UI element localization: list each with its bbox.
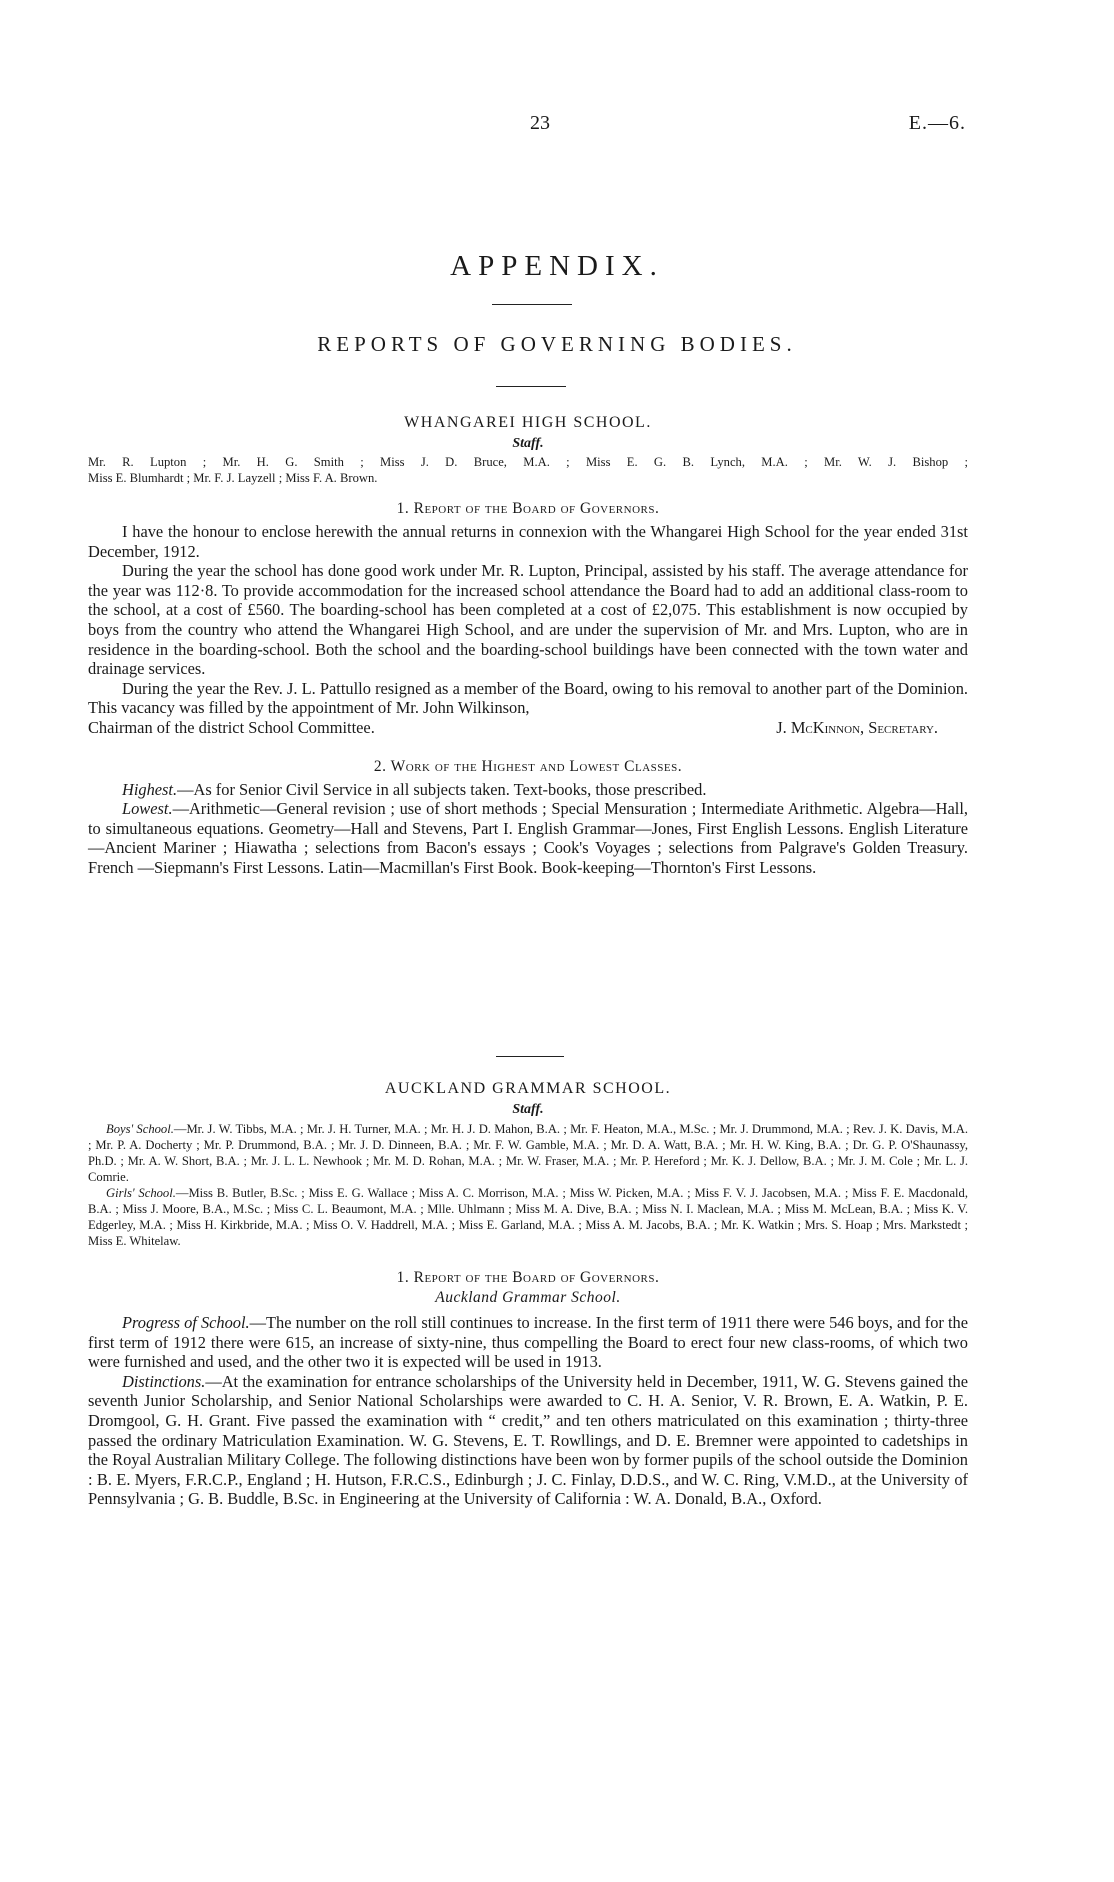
paragraph: I have the honour to enclose herewith the annual returns in connexion with the Whangarei High School for the year ended 31st December, 1912.: [88, 522, 968, 561]
report-subtitle: Auckland Grammar School.: [435, 1289, 621, 1306]
label: Girls' School.: [106, 1186, 176, 1200]
report-heading: 1. Report of the Board of Governors.: [396, 500, 660, 517]
text: —As for Senior Civil Service in all subjects taken. Text-books, those prescribed.: [177, 779, 707, 799]
staff-label: Staff.: [512, 436, 544, 451]
text: —Miss B. Butler, B.Sc. ; Miss E. G. Wallace ; Miss A. C. Morrison, M.A. ; Miss W. Picken, M.A. ; Miss F. V. J. Jacobsen, M.A. ; Miss F. E. Macdonald, B.A. ; Miss J. Moore, B.A., M.Sc. ; Miss C. L. Beaumont, M.A. ; Mlle. Uhlmann ; Miss M. A. Dive, B.A. ; Miss N. I. Maclean, M.A. ; Miss M. McLean, B.A. ; Miss K. V. Edgerley, M.A. ; Miss H. Kirkbride, M.A. ; Miss O. V. Haddrell, M.A. ; Miss E. Garland, M.A. ; Miss A. M. Jacobs, B.A. ; Mr. K. Watkin ; Mrs. S. Hoap ; Mrs. Markstedt ; Miss E. Whitelaw.: [88, 1186, 968, 1248]
paragraph: During the year the Rev. J. L. Pattullo resigned as a member of the Board, owing to his removal to another part of the Dominion. This vacancy was filled by the appointment of Mr. John Wilkinson,: [88, 678, 968, 718]
page-number: 23: [530, 112, 550, 134]
text: —The number on the roll still continues to increase. In the first term of 1911 there were 546 boys, and for the first term of 1912 there were 615, an increase of sixty-nine, thus compelling the Board to erect four new class-rooms, of which two were furnished and used, and the other two it is expected will be used in 1913.: [88, 1313, 968, 1372]
report-body: [88, 1313, 968, 1509]
reports-title: REPORTS OF GOVERNING BODIES.: [317, 332, 797, 356]
school-title: AUCKLAND GRAMMAR SCHOOL.: [384, 1080, 672, 1097]
report-heading: 1. Report of the Board of Governors.: [396, 1269, 660, 1286]
paragraph: [88, 1313, 968, 1372]
signature: J. McKinnon, Secretary.: [776, 717, 938, 737]
staff-paragraph: [88, 1185, 968, 1249]
divider: [492, 304, 572, 305]
staff-line: Miss E. Blumhardt ; Mr. F. J. Layzell ; Miss F. A. Brown.: [88, 471, 378, 485]
appendix-title: APPENDIX.: [450, 250, 664, 282]
report-body: [88, 522, 968, 738]
staff-list: [88, 454, 968, 486]
text: —Arithmetic—General revision ; use of short methods ; Special Mensuration ; Intermediate Arithmetic. Algebra—Hall, to simultaneous equations. Geometry—Hall and Stevens, Part I. English Grammar—Jones, First English Lessons. English Literature—Ancient Mariner ; Hiawatha ; selections from Bacon's essays ; Cook's Voyages ; selections from Palgrave's Golden Treasury. French —Siepmann's First Lessons. Latin—Macmillan's First Book. Book-keeping—Thornton's First Lessons.: [88, 799, 968, 877]
text: —Mr. J. W. Tibbs, M.A. ; Mr. J. H. Turner, M.A. ; Mr. H. J. D. Mahon, B.A. ; Mr. F. Heaton, M.A., M.Sc. ; Mr. J. Drummond, M.A. ; Rev. J. K. Davis, M.A. ; Mr. P. A. Docherty ; Mr. P. Drummond, B.A. ; Mr. J. D. Dinneen, B.A. ; Mr. F. W. Gamble, M.A. ; Mr. D. A. Watt, B.A. ; Mr. H. W. King, B.A. ; Dr. G. P. O'Shaunassy, Ph.D. ; Mr. A. W. Short, B.A. ; Mr. J. L. L. Newhook ; Mr. M. D. Rohan, M.A. ; Mr. W. Fraser, M.A. ; Mr. P. Hereford ; Mr. K. J. Dellow, B.A. ; Mr. J. M. Cole ; Mr. L. J. Comrie.: [88, 1122, 968, 1184]
work-body: [88, 780, 968, 878]
staff-list: [88, 1121, 968, 1249]
signature-line: [88, 718, 968, 738]
paragraph-end: Chairman of the district School Committee.: [88, 717, 375, 737]
label: Distinctions.: [122, 1371, 206, 1391]
text: —At the examination for entrance scholarships of the University held in December, 1911, W. G. Stevens gained the seventh Junior Scholarship, and Senior National Scholarships were awarded to C. H. A. Senior, V. R. Brown, E. A. Watkin, P. E. Dromgool, G. H. Grant. Five passed the examination with “ credit,” and ten others matriculated on this examination ; thirty-three passed the ordinary Matriculation Examination. W. G. Stevens, E. T. Rowllings, and D. E. Bremner were appointed to cadetships in the Royal Australian Military College. The following distinctions have been won by former pupils of the school outside the Dominion : B. E. Myers, F.R.C.P., England ; H. Hutson, F.R.C.S., Edinburgh ; J. C. Finlay, D.D.S., and W. C. Ring, V.M.D., at the University of Pennsylvania ; G. B. Buddle, B.Sc. in Engineering at the University of California : W. A. Donald, B.A., Oxford.: [88, 1371, 968, 1509]
paragraph: [88, 1372, 968, 1509]
work-heading: 2. Work of the Highest and Lowest Classes.: [373, 757, 683, 775]
school-title: WHANGAREI HIGH SCHOOL.: [404, 414, 652, 431]
divider: [496, 1056, 564, 1057]
paragraph: [88, 799, 968, 877]
label: Lowest.: [122, 799, 173, 819]
label: Highest.: [122, 779, 178, 799]
label: Boys' School.: [106, 1122, 174, 1136]
auckland-section: [88, 1080, 968, 1509]
paragraph: During the year the school has done good work under Mr. R. Lupton, Principal, assisted by his staff. The average attendance for the year was 112·8. To provide accommodation for the increased school attendance the Board had to add an additional class-room to the school, at a cost of £560. The boarding-school has been completed at a cost of £2,075. This establishment is now occupied by boys from the country who attend the Whangarei High School, and are under the supervision of Mr. and Mrs. Lupton, who are in residence in the boarding-school. Both the school and the boarding-school buildings have been connected with the town water and drainage services.: [88, 561, 968, 679]
staff-line: Mr. R. Lupton ; Mr. H. G. Smith ; Miss J. D. Bruce, M.A. ; Miss E. G. B. Lynch, M.A. ; Mr. W. J. Bishop ;: [88, 455, 968, 469]
divider: [496, 386, 566, 387]
staff-label: Staff.: [512, 1102, 544, 1117]
staff-paragraph: [88, 1121, 968, 1185]
label: Progress of School.: [122, 1313, 250, 1332]
whangarei-section: [88, 414, 968, 878]
paragraph: [88, 780, 968, 800]
document-reference: E.—6.: [908, 112, 966, 134]
